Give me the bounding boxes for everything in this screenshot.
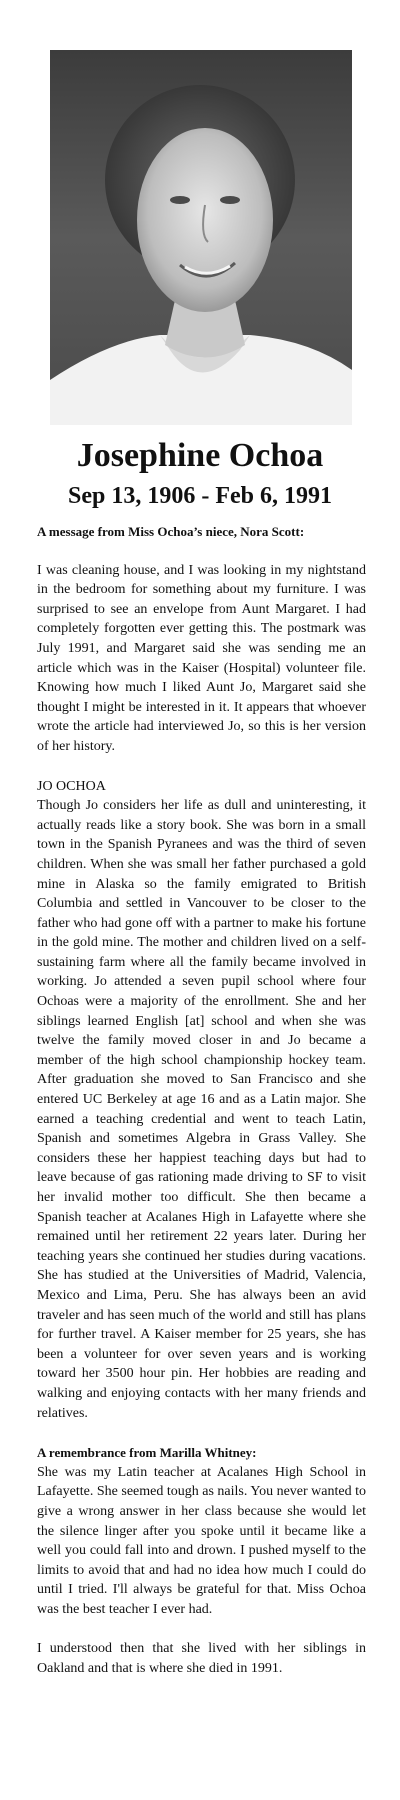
remembrance-closing: I understood then that she lived with her siblings in Oakland and that is where she died in 1991. [37, 1641, 366, 1677]
portrait-image [50, 50, 352, 425]
remembrance-heading: A remembrance from Marilla Whitney: [37, 1445, 257, 1461]
article-title: JO OCHOA [37, 778, 106, 794]
remembrance-paragraph: She was my Latin teacher at Acalanes High School in Lafayette. She seemed tough as nails. You never wanted to give a wrong answer in her class because she would let the silence linger after you spoke until it became like a well you could fall into and drown. I pushed myself to the limits to avoid that and had no idea how much I could do until I tried. I'll always be grateful for that. Miss Ochoa was the best teacher I ever had. [37, 1464, 366, 1617]
article-paragraph: Though Jo considers her life as dull and uninteresting, it actually reads like a story book. She was born in a small town in the Spanish Pyranees and was the third of seven children. When she was small her father purchased a gold mine in Alaska so the family emigrated to British Columbia and settled in Vancouver to be closer to the father who had gone off with a partner to make his fortune in the gold mine. The mother and children lived on a self-sustaining farm where all the family became involved in working. Jo attended a seven pupil school where four Ochoas were a majority of the enrollment. She and her siblings learned English [at] school and when she was twelve the family moved closer in and Jo became a member of the high school championship hockey team. After graduation she moved to San Francisco and she entered UC Berkeley at age 16 and as a Latin major. She earned a teaching credential and went to teach Latin, Spanish and sometimes Algebra in Grass Valley. She considers these her happiest teaching days but had to leave because of gas rationing made driving to SF to visit her invalid mother too difficult. She then became a Spanish teacher at Acalanes High in Lafayette where she remained until her retirement 22 years later. During her teaching years she continued her studies during vacations. She has studied at the Universities of Madrid, Valencia, Mexico and Lima, Peru. She has always been an avid traveler and has seen much of the world and still has plans for further travel. A Kaiser member for 25 years, she has been a volunteer for over seven years and is working toward her 3500 hour pin. Her hobbies are reading and walking and enjoying contacts with her many friends and relatives. [37, 798, 366, 1421]
person-name: Josephine Ochoa [76, 437, 324, 474]
section-spacer [37, 757, 366, 777]
life-dates: Sep 13, 1906 - Feb 6, 1991 [68, 483, 332, 509]
niece-message-heading: A message from Miss Ochoa’s niece, Nora Scott: [37, 524, 305, 539]
niece-message-paragraph: I was cleaning house, and I was looking in my nightstand in the bedroom for something about my furniture. I was surprised to see an envelope from Aunt Margaret. I had completely forgotten ever getting this. The postmark was July 1991, and Margaret said she was sending me an article which was in the Kaiser (Hospital) volunteer file. Knowing how much I liked Aunt Jo, Margaret said she thought I might be interested in it. It appears that whoever wrote the article had interviewed Jo, so this is her version of her history. [37, 562, 366, 754]
section-spacer [37, 1619, 366, 1639]
section-spacer [37, 1423, 366, 1443]
portrait-photo [50, 50, 352, 425]
memorial-text [37, 522, 366, 1679]
